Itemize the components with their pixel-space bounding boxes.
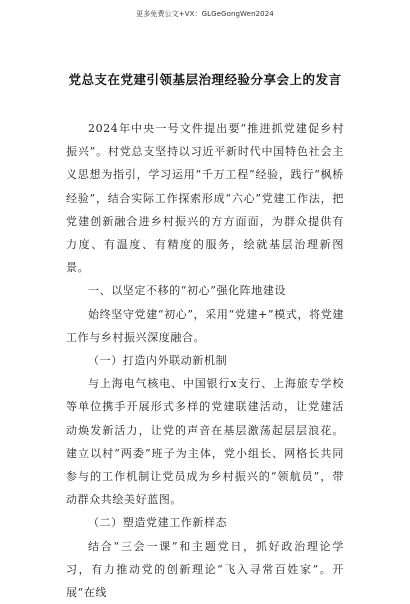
subsection-heading-1: （一）打造内外联动新机制 — [88, 354, 228, 368]
subsection-2-paragraph: 结合“三会一课”和主题党日，抓好政治理论学习，有力推动党的创新理论“飞入寻常百姓家”。开展“在线 — [66, 539, 344, 600]
subsection-1-paragraph: 与上海电气核电、中国银行x支行、上海旅专学校等单位携手开展形式多样的党建联建活动，让党建活动焕发新活力，让党的声音在基层激荡起层层浪花。建立以村“两委”班子为主体，党小组长、网格长共同参与的工作机制让党员成为乡村振兴的“领航员”，带动群众共绘美好蓝图。 — [66, 377, 344, 507]
header-note: 更多免费公文+VX：GLGeGongWen2024 — [136, 10, 274, 18]
document-body — [66, 117, 344, 604]
intro-paragraph: 2024年中央一号文件提出要“推进抓党建促乡村振兴”。村党总支坚持以习近平新时代中国特色社会主义思想为指引，学习运用“千万工程”经验，践行“枫桥经验”，结合实际工作探索形成“六心”党建工作法，把党建创新融合进乡村振兴的方方面面，为群众提供有力度、有温度、有精度的服务，绘就基层治理新图景。 — [66, 122, 344, 275]
subsection-heading-2: （二）塑造党建工作新样态 — [88, 516, 228, 530]
section-1-paragraph: 始终坚守党建“初心”，采用“党建+”模式，将党建工作与乡村振兴深度融合。 — [66, 307, 344, 344]
section-heading-1: 一、以坚定不移的“初心”强化阵地建设 — [88, 284, 287, 298]
document-title: 党总支在党建引领基层治理经验分享会上的发言 — [68, 72, 342, 87]
